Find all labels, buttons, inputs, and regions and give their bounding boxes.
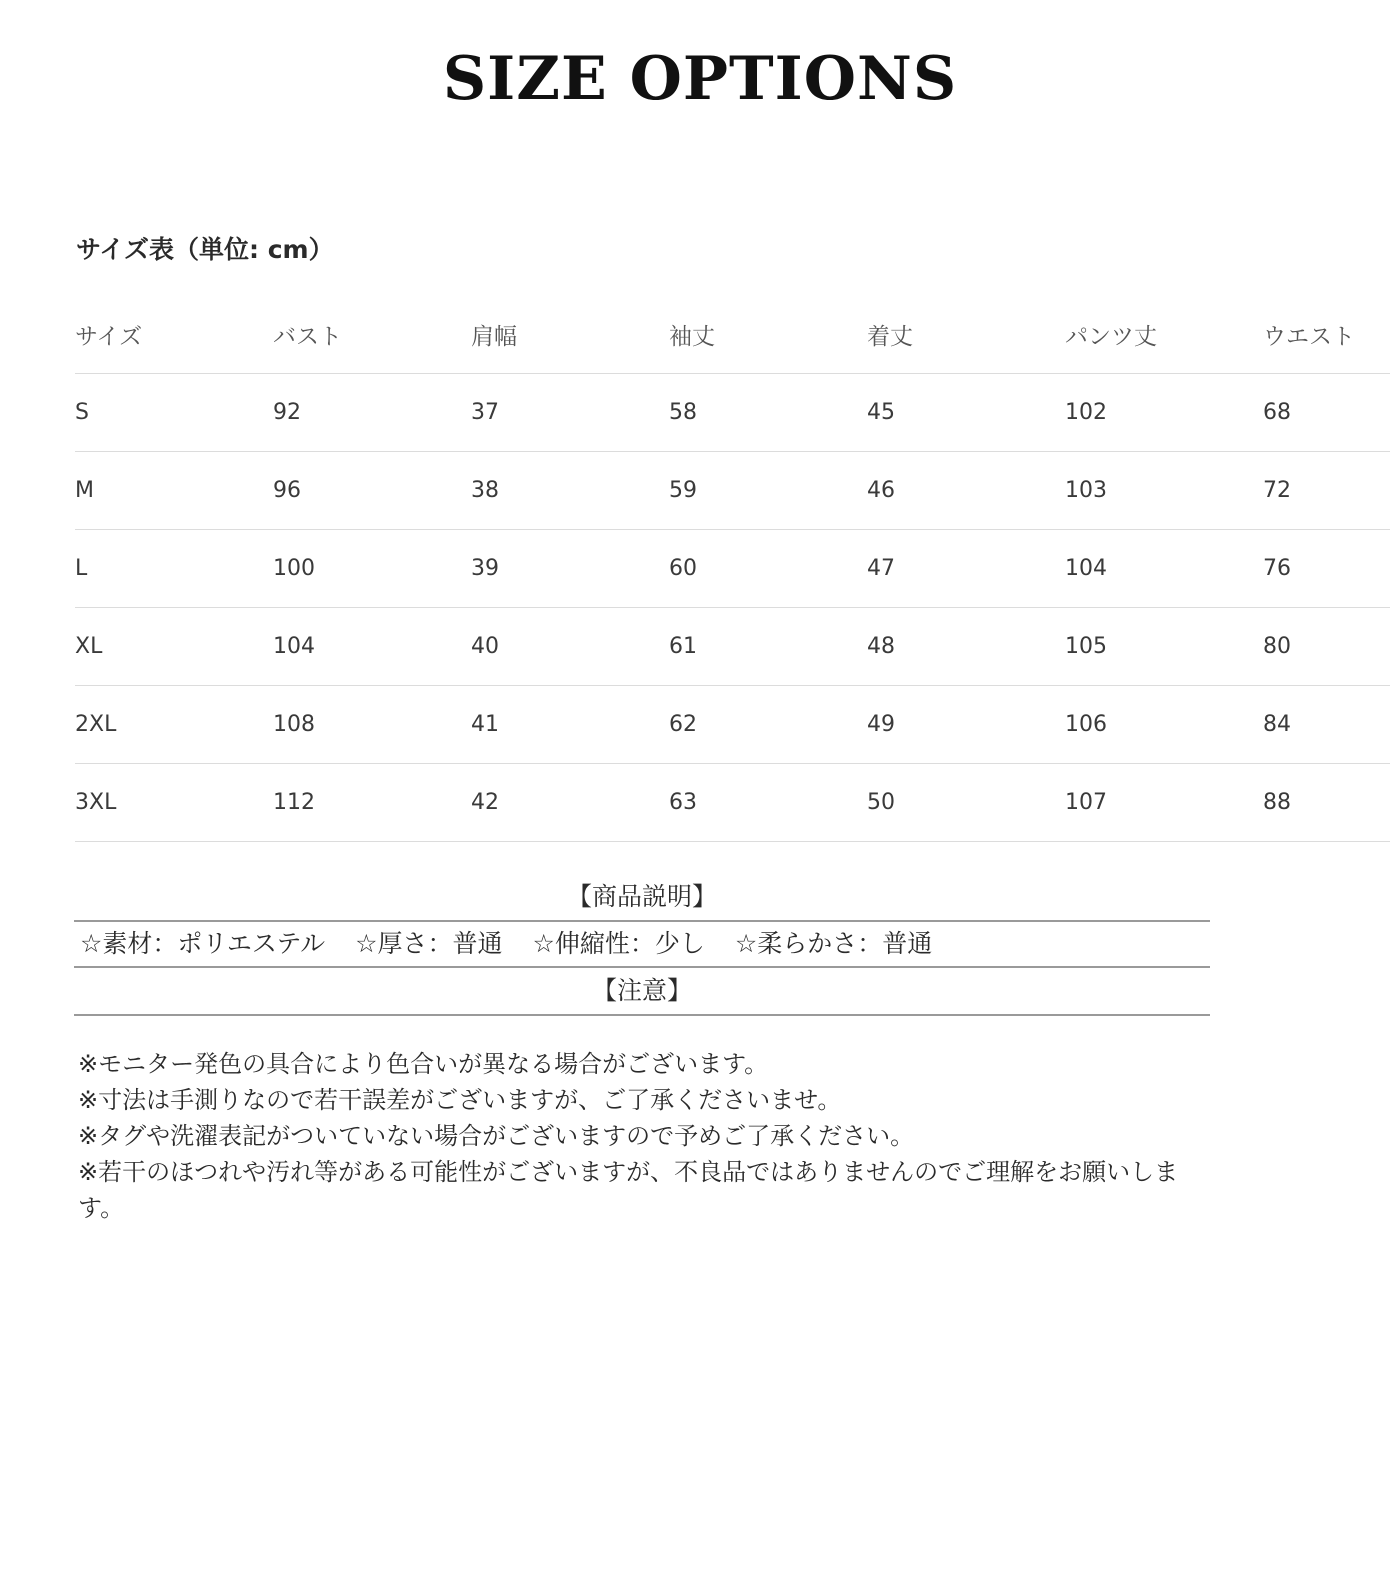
- size-table: [75, 296, 1390, 842]
- table-cell: 107: [1065, 790, 1107, 815]
- header-length: 着丈: [867, 324, 913, 350]
- table-cell: 102: [1065, 400, 1107, 425]
- table-cell: 76: [1263, 556, 1291, 581]
- table-cell: 105: [1065, 634, 1107, 659]
- product-properties: [74, 922, 1210, 966]
- table-cell: 108: [273, 712, 315, 737]
- property-softness: ☆柔らかさ：普通: [734, 929, 933, 958]
- notice-notes: [78, 1046, 1198, 1226]
- table-cell: 112: [273, 790, 315, 815]
- table-cell: 61: [669, 634, 697, 659]
- header-shoulder: 肩幅: [471, 324, 517, 350]
- header-waist: ウエスト: [1263, 324, 1355, 350]
- table-cell: 59: [669, 478, 697, 503]
- divider: [74, 1014, 1210, 1016]
- header-size: サイズ: [75, 324, 143, 350]
- table-cell: 38: [471, 478, 499, 503]
- table-cell: 103: [1065, 478, 1107, 503]
- table-cell: 62: [669, 712, 697, 737]
- table-cell: 3XL: [75, 790, 117, 815]
- table-cell: 48: [867, 634, 895, 659]
- table-row: [75, 452, 1390, 530]
- product-description-heading: 【商品説明】: [566, 882, 717, 911]
- table-row: [75, 686, 1390, 764]
- page-title: SIZE OPTIONS: [442, 44, 958, 114]
- header-pants-length: パンツ丈: [1065, 324, 1157, 350]
- table-cell: 58: [669, 400, 697, 425]
- header-sleeve: 袖丈: [669, 324, 715, 350]
- table-row: [75, 530, 1390, 608]
- table-header-row: [75, 296, 1390, 374]
- table-cell: XL: [75, 634, 103, 659]
- header-bust: バスト: [273, 324, 342, 350]
- table-cell: 104: [273, 634, 315, 659]
- table-cell: 72: [1263, 478, 1291, 503]
- property-stretch: ☆伸縮性：少し: [532, 929, 705, 958]
- table-cell: 45: [867, 400, 895, 425]
- table-cell: 2XL: [75, 712, 117, 737]
- table-cell: 40: [471, 634, 499, 659]
- table-cell: 49: [867, 712, 895, 737]
- table-cell: 60: [669, 556, 697, 581]
- size-table-caption: サイズ表（単位: cm）: [76, 235, 334, 264]
- table-row: [75, 374, 1390, 452]
- table-cell: 104: [1065, 556, 1107, 581]
- table-cell: 84: [1263, 712, 1291, 737]
- note-item: ※若干のほつれや汚れ等がある可能性がございますが、不良品ではありませんのでご理解をお願いします。: [78, 1158, 1179, 1222]
- table-cell: 63: [669, 790, 697, 815]
- table-row: [75, 764, 1390, 842]
- table-cell: 68: [1263, 400, 1291, 425]
- table-cell: L: [75, 556, 88, 581]
- property-thickness: ☆厚さ：普通: [355, 929, 503, 958]
- table-cell: 92: [273, 400, 301, 425]
- table-cell: 88: [1263, 790, 1291, 815]
- property-material: ☆素材：ポリエステル: [80, 929, 326, 958]
- note-item: ※タグや洗濯表記がついていない場合がございますので予めご了承ください。: [78, 1122, 915, 1150]
- table-cell: 39: [471, 556, 499, 581]
- table-cell: 42: [471, 790, 499, 815]
- table-cell: 41: [471, 712, 499, 737]
- note-item: ※モニター発色の具合により色合いが異なる場合がございます。: [78, 1050, 769, 1078]
- table-cell: M: [75, 478, 94, 503]
- table-cell: 37: [471, 400, 499, 425]
- table-cell: 50: [867, 790, 895, 815]
- notice-heading: 【注意】: [591, 976, 692, 1005]
- table-cell: 47: [867, 556, 895, 581]
- table-cell: 100: [273, 556, 315, 581]
- table-cell: 80: [1263, 634, 1291, 659]
- table-cell: 46: [867, 478, 895, 503]
- table-cell: S: [75, 400, 89, 425]
- note-item: ※寸法は手測りなので若干誤差がございますが、ご了承くださいませ。: [78, 1086, 842, 1114]
- table-cell: 96: [273, 478, 301, 503]
- table-cell: 106: [1065, 712, 1107, 737]
- product-description-section: [74, 874, 1210, 1016]
- table-row: [75, 608, 1390, 686]
